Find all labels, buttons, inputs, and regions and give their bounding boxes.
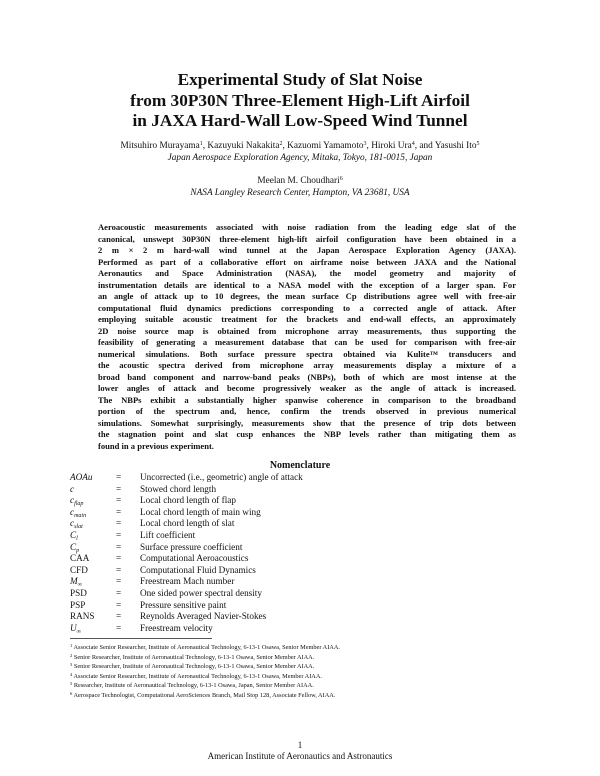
nomenclature-symbol	[70, 484, 110, 496]
footnotes	[70, 643, 530, 701]
nomenclature-symbol	[70, 623, 110, 639]
abstract-line: Performed as part of a collaborative effort on airframe noise between JAXA and the National	[98, 256, 516, 267]
author-name: Kazuomi Yamamoto	[287, 141, 364, 151]
nomenclature-definition: Computational Fluid Dynamics	[140, 564, 256, 575]
nomenclature-row	[70, 623, 490, 635]
author-footnote-mark: 4	[411, 141, 415, 147]
author-nasa	[40, 175, 560, 187]
footnote-text: Senior Researcher, Institute of Aeronautical Technology, 6-13-1 Osawa, Senior Member AIAA.	[73, 653, 315, 661]
nomenclature-row	[70, 507, 490, 519]
footnote	[70, 672, 530, 682]
nomenclature-definition: Local chord length of slat	[140, 518, 235, 529]
nomenclature-definition: Stowed chord length	[140, 483, 217, 494]
symbol-subscript: flap	[74, 501, 84, 508]
nomenclature-symbol	[70, 565, 110, 577]
symbol-text: CAA	[70, 553, 90, 564]
nomenclature-row	[70, 472, 490, 484]
nomenclature-heading: Nomenclature	[269, 460, 331, 471]
nomenclature-definition: Reynolds Averaged Navier-Stokes	[140, 611, 267, 622]
nomenclature-definition: Freestream Mach number	[140, 576, 235, 587]
symbol-subscript: ∞	[77, 582, 82, 589]
symbol-text: c	[70, 518, 75, 529]
equals-sign: =	[116, 506, 122, 517]
nomenclature-definition: Uncorrected (i.e., geometric) angle of attack	[140, 472, 303, 482]
footnote	[70, 643, 530, 653]
nomenclature-row	[70, 518, 490, 530]
equals-sign: =	[116, 541, 122, 552]
author-separator: , and	[414, 141, 435, 151]
equals-sign: =	[116, 483, 122, 494]
paper-title	[60, 70, 540, 132]
symbol-subscript: l	[76, 535, 78, 542]
title-line: in JAXA Hard-Wall Low-Speed Wind Tunnel	[132, 111, 468, 130]
symbol-text: RANS	[70, 611, 95, 622]
abstract-line: found in a previous experiment.	[98, 440, 214, 451]
equals-sign: =	[116, 529, 122, 540]
page-footer: American Institute of Aeronautics and Astronautics	[207, 751, 393, 761]
footnote	[70, 662, 530, 672]
symbol-text: M	[70, 576, 78, 587]
equals-sign: =	[116, 564, 122, 575]
symbol-text: PSD	[70, 587, 87, 598]
affiliation-nasa: NASA Langley Research Center, Hampton, VA 23681, USA	[190, 188, 410, 198]
affiliation-jaxa: Japan Aerospace Exploration Agency, Mitaka, Tokyo, 181-0015, Japan	[167, 153, 433, 163]
footnote-text: Associate Senior Researcher, Institute of Aeronautical Technology, 6-13-1 Osawa, Member AIAA.	[73, 672, 322, 680]
footnote-text: Aerospace Technologist, Computational AeroSciences Branch, Mail Stop 128, Associate Fellow, AIAA.	[73, 691, 336, 699]
abstract-line: employing suitable acoustic treatment for the brackets and end-wall effects, an approximately	[98, 314, 516, 324]
abstract-line: Aeroacoustic measurements associated with noise radiation from the leading edge slat of the	[98, 222, 516, 232]
equals-sign: =	[116, 553, 122, 564]
abstract-line: broad band component and narrow-band peaks (NBPs), both of which are most intense at the	[98, 371, 516, 382]
nomenclature-symbol	[70, 553, 110, 565]
nomenclature-row	[70, 565, 490, 577]
nomenclature-symbol	[70, 611, 110, 623]
footnote-divider	[70, 638, 212, 639]
equals-sign: =	[116, 611, 122, 622]
author-footnote-mark: 2	[279, 141, 283, 147]
footnote-mark: 3	[70, 662, 73, 668]
symbol-subscript: main	[74, 512, 87, 519]
abstract-line: canonical, unswept 30P30N three-element high-lift airfoil configuration have been obtained in a	[98, 233, 516, 244]
equals-sign: =	[116, 495, 122, 506]
symbol-text: C	[70, 541, 77, 552]
author-name: Meelan M. Choudhari	[257, 176, 340, 186]
abstract-line: 2 m × 2 m hard-wall wind tunnel at the Japan Aerospace Exploration Agency (JAXA).	[98, 245, 516, 255]
author-separator: ,	[282, 141, 288, 151]
title-line: from 30P30N Three-Element High-Lift Airfoil	[130, 90, 470, 110]
abstract	[98, 222, 516, 452]
footnote	[70, 681, 530, 691]
abstract-line: numerical simulations. Both surface pressure spectra obtained via Kulite™ transducers and	[98, 348, 516, 359]
author-name: Hiroki Ura	[371, 141, 412, 151]
symbol-text: c	[70, 483, 75, 494]
author-list	[40, 140, 560, 152]
footnote-text: Senior Researcher, Institute of Aeronautical Technology, 6-13-1 Osawa, Senior Member AIAA.	[73, 663, 315, 671]
equals-sign: =	[116, 518, 122, 529]
symbol-text: c	[70, 495, 75, 506]
symbol-text: AOAu	[70, 472, 93, 482]
nomenclature-definition: Lift coefficient	[140, 529, 196, 540]
abstract-line: instrumentation details are identical to a NASA model with the exception of a larger span. For	[98, 279, 516, 290]
abstract-line: simulations. Somewhat surprisingly, measurements show that the presence of trip dots between	[98, 417, 516, 428]
nomenclature-symbol	[70, 472, 110, 484]
page-number: 1	[297, 740, 303, 750]
nomenclature-row	[70, 600, 490, 612]
author-footnote-mark: 6	[339, 176, 343, 182]
nomenclature-definition: Local chord length of main wing	[140, 506, 261, 517]
equals-sign: =	[116, 622, 122, 633]
abstract-line: feasibility of generating a measurement database that can be used for comparison with free-air	[98, 337, 516, 347]
nomenclature-definition: Freestream velocity	[140, 622, 213, 633]
footnote-mark: 5	[70, 681, 73, 687]
nomenclature-definition: Pressure sensitive paint	[140, 599, 227, 610]
equals-sign: =	[116, 599, 122, 610]
abstract-line: 2D noise source map is obtained from microphone array measurements, thus supporting the	[98, 325, 516, 336]
author-footnote-mark: 3	[363, 141, 367, 147]
footnote-mark: 6	[70, 690, 73, 696]
symbol-text: CFD	[70, 564, 88, 575]
title-line: Experimental Study of Slat Noise	[177, 70, 423, 89]
author-footnote-mark: 1	[199, 141, 203, 147]
nomenclature-row	[70, 553, 490, 565]
symbol-text: PSP	[70, 599, 86, 610]
footnote-mark: 2	[70, 652, 73, 658]
equals-sign: =	[116, 576, 122, 587]
author-name: Mitsuhiro Murayama	[120, 141, 200, 151]
footnote-mark: 1	[70, 643, 73, 648]
nomenclature-row	[70, 588, 490, 600]
nomenclature-row	[70, 484, 490, 496]
footnote	[70, 653, 530, 663]
symbol-subscript: ∞	[76, 628, 81, 635]
author-separator: ,	[202, 141, 208, 151]
equals-sign: =	[116, 472, 122, 482]
footnote-text: Associate Senior Researcher, Institute of Aeronautical Technology, 6-13-1 Osawa, Senior Member AIAA.	[73, 644, 340, 651]
nomenclature-row	[70, 542, 490, 554]
abstract-line: The NBPs exhibit a substantially higher spanwise coherence in comparison to the broadband	[98, 394, 516, 405]
abstract-line: lower angles of attack and become progressively weaker as the angle of attack is increased.	[98, 383, 516, 393]
symbol-text: C	[70, 529, 77, 540]
symbol-text: U	[70, 622, 77, 633]
author-separator: ,	[366, 141, 372, 151]
author-name: Yasushi Ito	[434, 141, 477, 151]
nomenclature-definition: Surface pressure coefficient	[140, 541, 243, 552]
nomenclature-row	[70, 611, 490, 623]
author-footnote-mark: 5	[476, 141, 480, 147]
abstract-line: portion of the spectrum and, hence, confirm the trends observed in previous numerical	[98, 406, 516, 416]
footnote	[70, 691, 530, 701]
nomenclature-definition: Local chord length of flap	[140, 495, 236, 506]
nomenclature-list	[70, 472, 490, 634]
symbol-text: c	[70, 506, 75, 517]
symbol-subscript: p	[76, 547, 80, 554]
nomenclature-definition: One sided power spectral density	[140, 587, 262, 598]
nomenclature-symbol	[70, 600, 110, 612]
footnote-mark: 4	[70, 671, 73, 677]
nomenclature-definition: Computational Aeroacoustics	[140, 553, 249, 564]
footnote-text: Researcher, Institute of Aeronautical Technology, 6-13-1 Osawa, Japan, Senior Member AIAA.	[73, 682, 314, 690]
symbol-subscript: slat	[74, 524, 83, 531]
author-name: Kazuyuki Nakakita	[207, 141, 280, 151]
abstract-line: computational fluid dynamics predictions corresponding to a corrected angle of attack. After	[98, 302, 516, 313]
abstract-line: the stagnation point and slat cusp enhances the NBP levels rather than mitigating them as	[98, 429, 516, 439]
equals-sign: =	[116, 587, 122, 598]
abstract-line: an angle of attack up to 10 degrees, the mean surface Cp distributions agree well with free-air	[98, 291, 516, 301]
abstract-line: the acoustic spectra derived from microphone array measurements display a mixture of a	[98, 360, 516, 370]
nomenclature-row	[70, 576, 490, 588]
nomenclature-symbol	[70, 588, 110, 600]
nomenclature-row	[70, 530, 490, 542]
abstract-line: Aeronautics and Space Administration (NASA), the model geometry and majority of	[98, 268, 516, 278]
nomenclature-row	[70, 495, 490, 507]
